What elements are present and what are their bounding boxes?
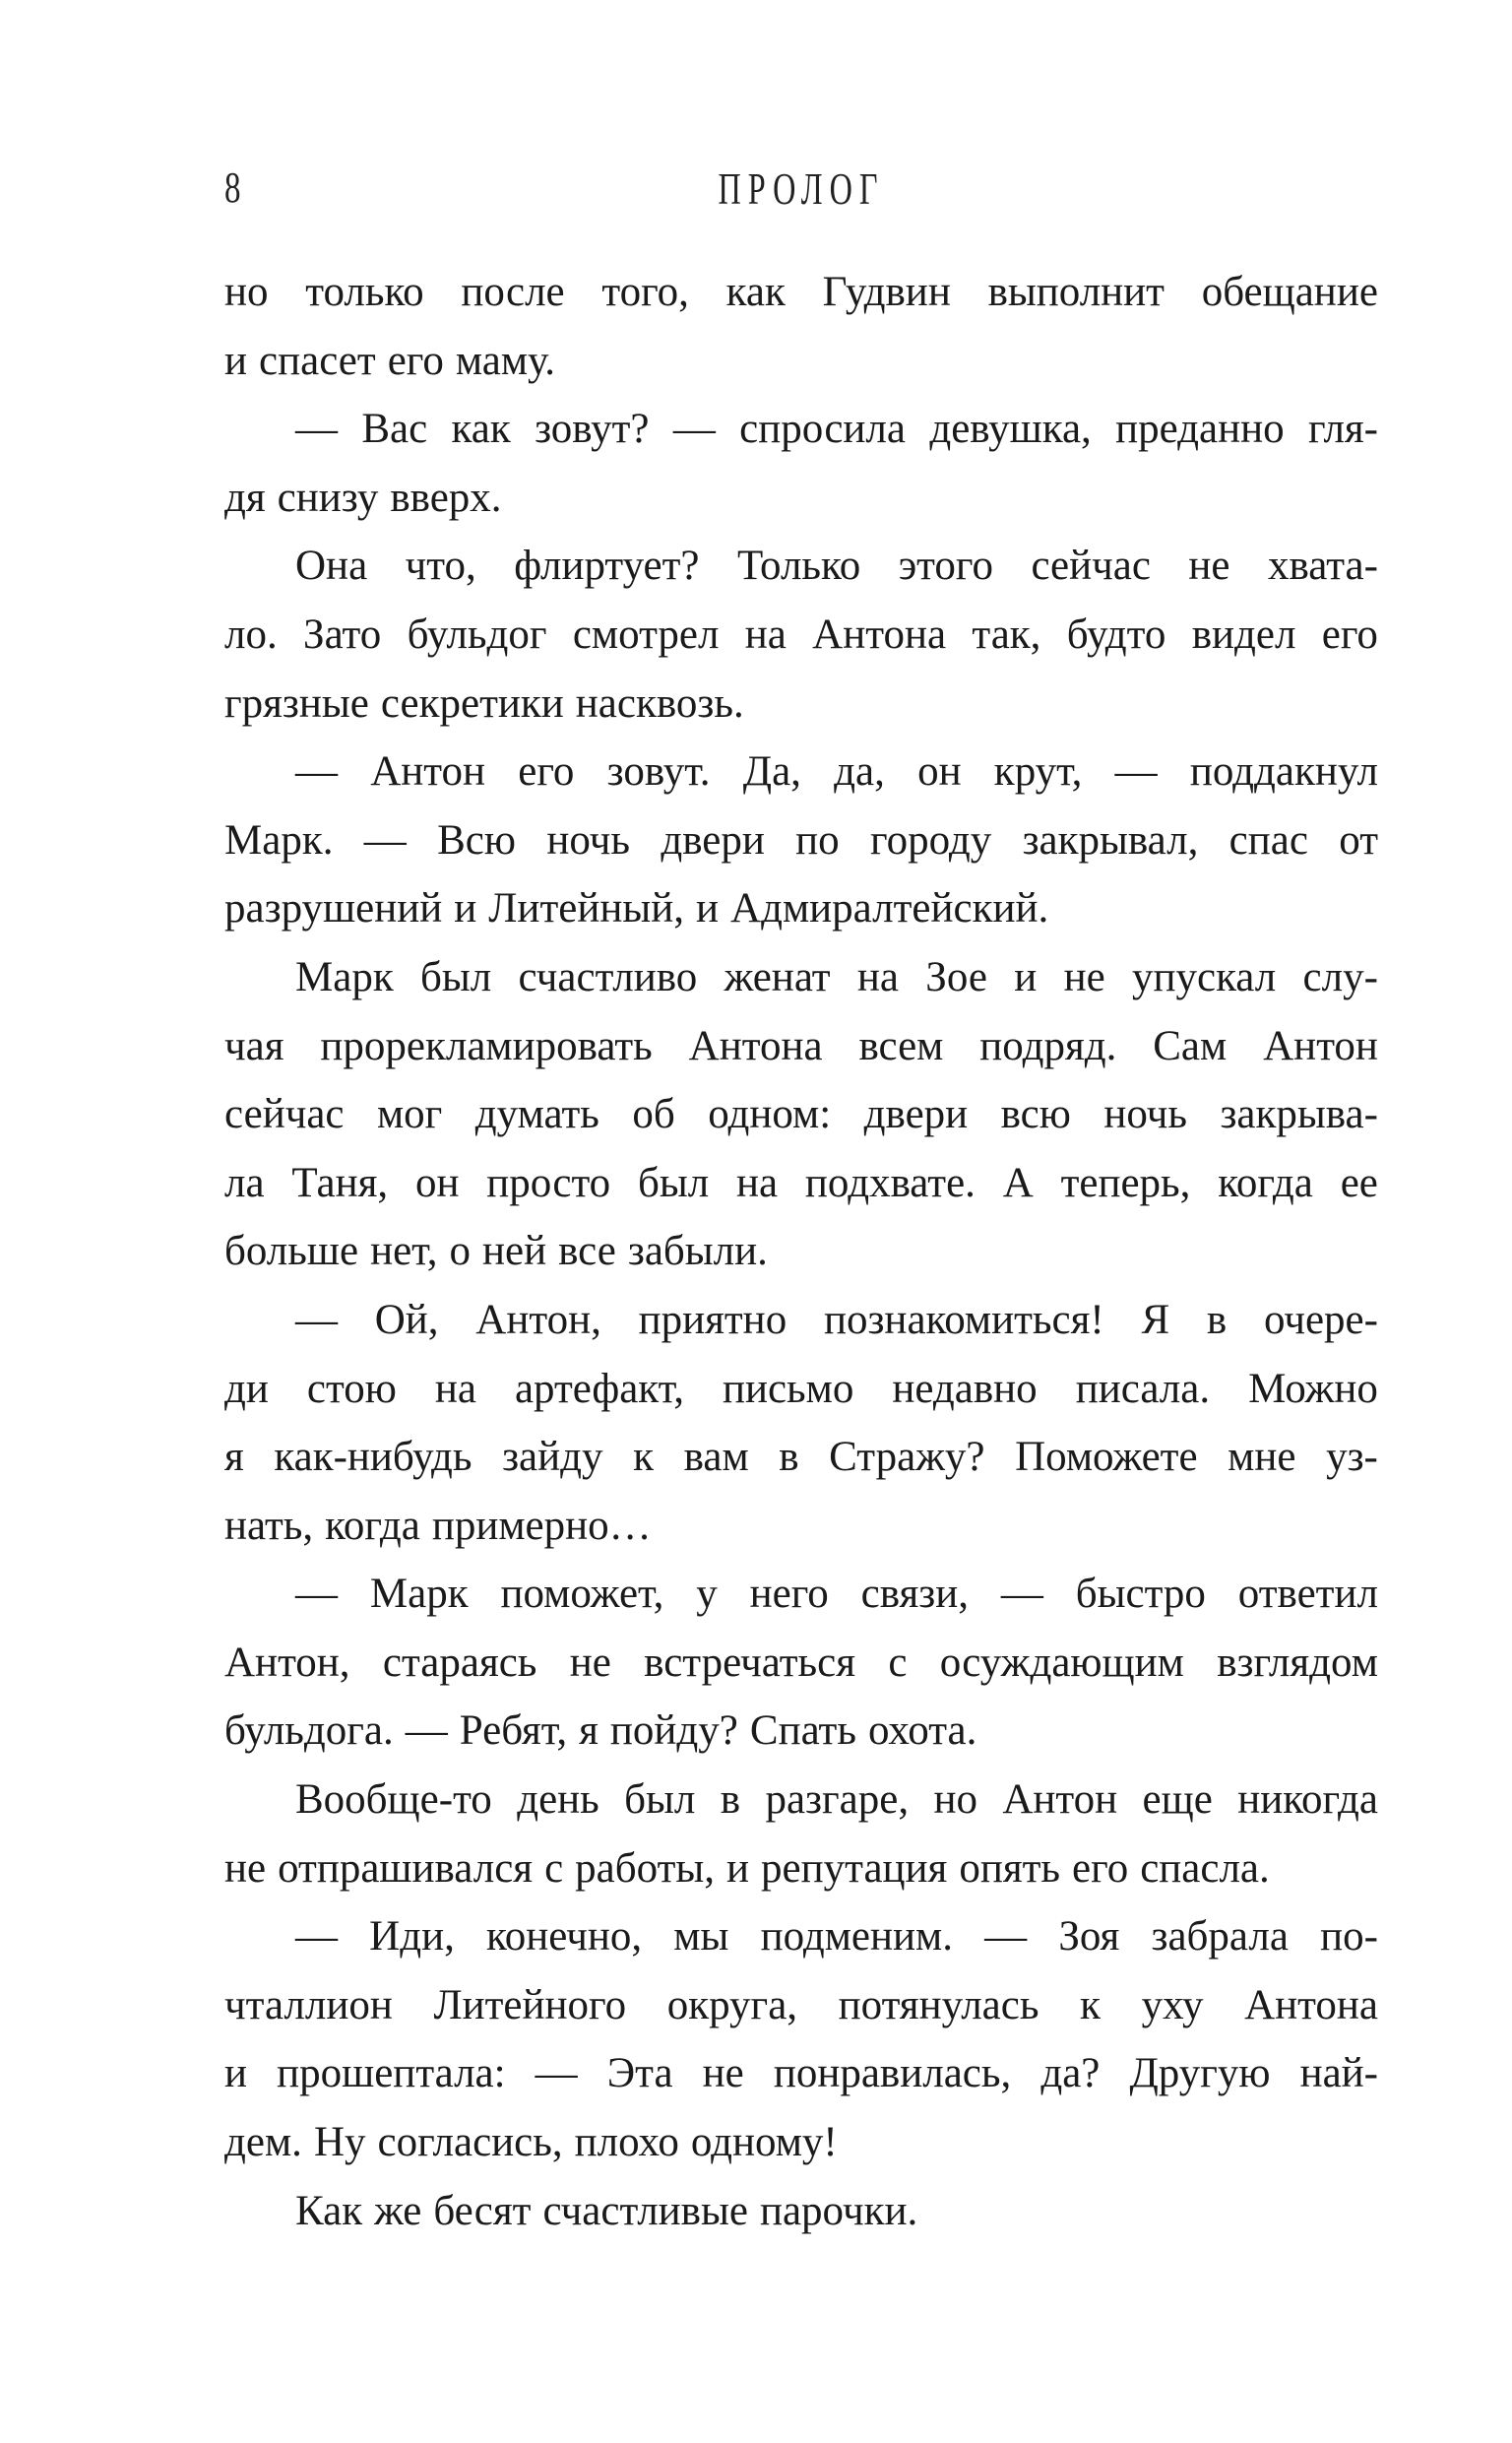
text-line: дем. Ну согласись, плохо одному! <box>224 2119 838 2166</box>
text-line: но только после того, как Гудвин выполнит обещание <box>224 269 1378 315</box>
text-line: ла Таня, он просто был на подхвате. А теперь, когда ее <box>224 1159 1378 1206</box>
text-line: и спасет его маму. <box>224 337 556 384</box>
text-line: дя снизу вверх. <box>224 474 502 521</box>
text-line: я как-нибудь зайду к вам в Стражу? Поможете мне уз- <box>224 1434 1378 1481</box>
text-line: Вообще-то день был в разгаре, но Антон еще никогда <box>295 1776 1378 1824</box>
text-line: Марк был счастливо женат на Зое и не упускал слу- <box>295 953 1378 1000</box>
text-line: сейчас мог думать об одном: двери всю ночь закрыва- <box>224 1091 1378 1138</box>
text-line: — Иди, конечно, мы подменим. — Зоя забрала по- <box>295 1913 1378 1961</box>
text-line: разрушений и Литейный, и Адмиралтейский. <box>224 885 1049 932</box>
text-line: Марк. — Всю ночь двери по городу закрывал, спас от <box>224 816 1378 864</box>
body-text <box>224 258 1378 2245</box>
text-line: — Ой, Антон, приятно познакомиться! Я в очере- <box>295 1296 1378 1343</box>
text-line: — Марк поможет, у него связи, — быстро ответил <box>295 1571 1378 1618</box>
text-line: — Вас как зовут? — спросила девушка, преданно гля- <box>295 406 1378 453</box>
text-line: ло. Зато бульдог смотрел на Антона так, будто видел его <box>224 611 1378 658</box>
text-line: и прошептала: — Эта не понравилась, да? Другую най- <box>224 2050 1378 2097</box>
page-number: 8 <box>224 163 241 212</box>
text-line: чая прорекламировать Антона всем подряд. Сам Антон <box>224 1022 1378 1069</box>
text-line: Она что, флиртует? Только этого сейчас не хвата- <box>295 543 1378 590</box>
text-line: грязные секретики насквозь. <box>224 679 744 727</box>
text-line: — Антон его зовут. Да, да, он крут, — поддакнул <box>295 748 1378 796</box>
running-header <box>224 162 1378 222</box>
text-line: ди стою на артефакт, письмо недавно писала. Можно <box>224 1365 1378 1412</box>
text-line: Как же бесят счастливые парочки. <box>295 2187 918 2234</box>
text-line: больше нет, о ней все забыли. <box>224 1228 768 1275</box>
text-line: чталлион Литейного округа, потянулась к уху Антона <box>224 1981 1378 2028</box>
text-line: нать, когда примерно… <box>224 1502 652 1549</box>
text-line: не отпрашивался с работы, и репутация опять его спасла. <box>224 1844 1270 1892</box>
text-line: Антон, стараясь не встречаться с осуждающим взглядом <box>224 1639 1378 1686</box>
running-title: ПРОЛОГ <box>718 163 885 214</box>
text-line: бульдога. — Ребят, я пойду? Спать охота. <box>224 1707 977 1755</box>
